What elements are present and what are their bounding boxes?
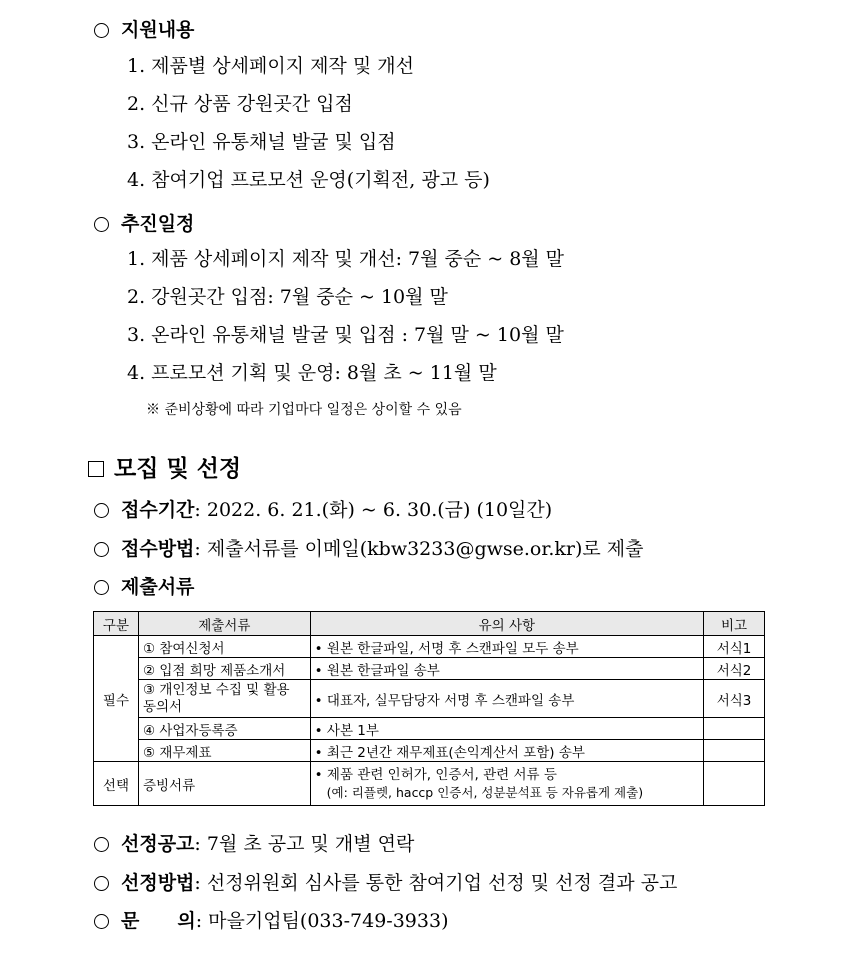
note-cell: • 원본 한글파일 송부: [310, 658, 703, 680]
table-header-row: [94, 612, 765, 636]
support-item-4: 4. 참여기업 프로모션 운영(기획전, 광고 등): [127, 169, 490, 191]
table-row: [94, 658, 765, 680]
note-cell: • 사본 1부: [310, 718, 703, 740]
ref-cell: 서식3: [704, 680, 765, 718]
circle-bullet-icon: [94, 542, 109, 557]
schedule-item-2: 2. 강원곳간 입점: 7월 중순 ~ 10월 말: [127, 286, 448, 308]
circle-bullet-icon: [94, 914, 109, 929]
ref-cell: [704, 718, 765, 740]
selection-method-line: 선정방법: 선정위원회 심사를 통한 참여기업 선정 및 선정 결과 공고: [94, 871, 677, 895]
schedule-item-4: 4. 프로모션 기획 및 운영: 8월 초 ~ 11월 말: [127, 362, 497, 384]
contact-line: 문 의: 마을기업팀(033-749-3933): [94, 909, 448, 933]
schedule-item-3: 3. 온라인 유통채널 발굴 및 입점 : 7월 말 ~ 10월 말: [127, 324, 564, 346]
ref-cell: 서식2: [704, 658, 765, 680]
period-line: 접수기간: 2022. 6. 21.(화) ~ 6. 30.(금) (10일간): [94, 498, 552, 522]
doc-cell: 증빙서류: [138, 762, 310, 806]
ref-cell: [704, 762, 765, 806]
square-bullet-icon: [88, 461, 104, 477]
table-row: [94, 718, 765, 740]
table-row: [94, 680, 765, 718]
header-document: 제출서류: [138, 612, 310, 636]
section-title: 모집 및 선정: [88, 450, 241, 483]
support-item-3: 3. 온라인 유통채널 발굴 및 입점: [127, 131, 396, 153]
doc-cell: ④ 사업자등록증: [138, 718, 310, 740]
header-notes: 유의 사항: [310, 612, 703, 636]
table-row: [94, 740, 765, 762]
note-line-2: (예: 리플렛, haccp 인증서, 성분분석표 등 자유롭게 제출): [326, 784, 644, 800]
note-cell: [310, 762, 703, 806]
header-remark: 비고: [704, 612, 765, 636]
circle-bullet-icon: [94, 503, 109, 518]
optional-cell: 선택: [94, 762, 139, 806]
circle-bullet-icon: [94, 837, 109, 852]
doc-cell: ③ 개인정보 수집 및 활용 동의서: [138, 680, 310, 718]
header-category: 구분: [94, 612, 139, 636]
circle-bullet-icon: [94, 876, 109, 891]
table-row: [94, 762, 765, 806]
doc-cell: ② 입점 희망 제품소개서: [138, 658, 310, 680]
doc-cell: ① 참여신청서: [138, 636, 310, 658]
circle-bullet-icon: [94, 217, 109, 232]
support-heading: 지원내용: [94, 18, 194, 42]
table-row: [94, 636, 765, 658]
note-cell: • 최근 2년간 재무제표(손익계산서 포함) 송부: [310, 740, 703, 762]
circle-bullet-icon: [94, 580, 109, 595]
schedule-heading: 추진일정: [94, 212, 194, 236]
doc-cell: ⑤ 재무제표: [138, 740, 310, 762]
docs-line: 제출서류: [94, 575, 194, 599]
support-item-1: 1. 제품별 상세페이지 제작 및 개선: [127, 55, 414, 77]
ref-cell: 서식1: [704, 636, 765, 658]
schedule-item-1: 1. 제품 상세페이지 제작 및 개선: 7월 중순 ~ 8월 말: [127, 248, 565, 270]
ref-cell: [704, 740, 765, 762]
notice-line: 선정공고: 7월 초 공고 및 개별 연락: [94, 832, 414, 856]
note-cell: • 원본 한글파일, 서명 후 스캔파일 모두 송부: [310, 636, 703, 658]
note-line-1: • 제품 관련 인허가, 인증서, 관련 서류 등: [314, 766, 557, 783]
circle-bullet-icon: [94, 23, 109, 38]
note-cell: • 대표자, 실무담당자 서명 후 스캔파일 송부: [310, 680, 703, 718]
schedule-note: ※ 준비상황에 따라 기업마다 일정은 상이할 수 있음: [146, 402, 462, 418]
method-line: 접수방법: 제출서류를 이메일(kbw3233@gwse.or.kr)로 제출: [94, 537, 643, 561]
required-cell: 필수: [94, 636, 139, 762]
support-item-2: 2. 신규 상품 강원곳간 입점: [127, 93, 353, 115]
documents-table: [93, 611, 765, 806]
